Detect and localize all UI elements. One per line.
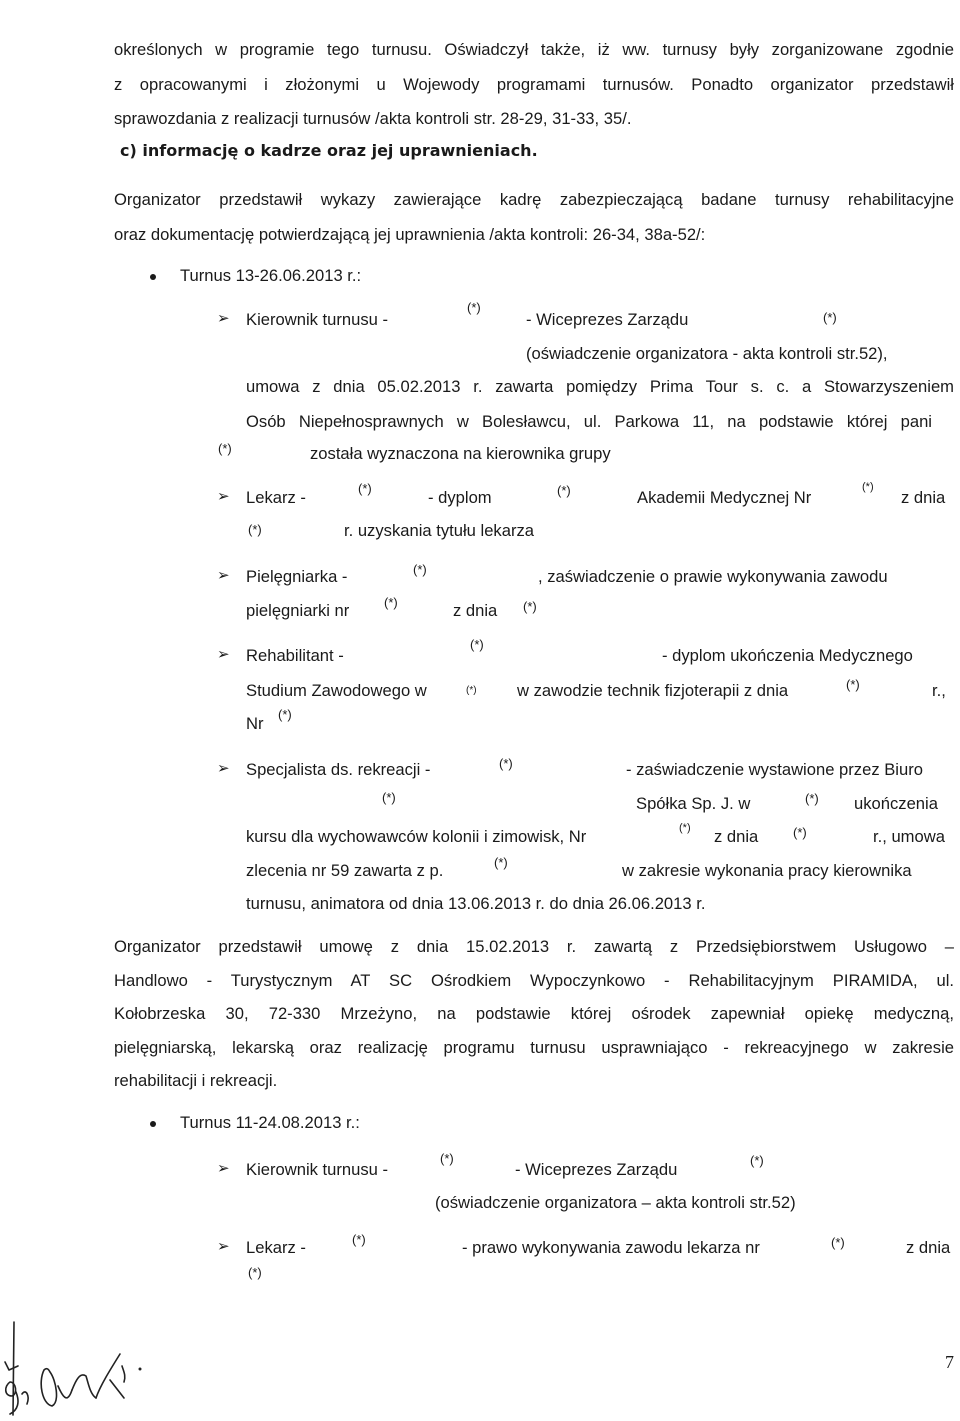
redacted-marker: (*) [823,310,837,325]
umowa-line-2: Handlowo - Turystycznym AT SC Ośrodkiem Wypoczynkowo - Rehabilitacyjnym PIRAMIDA, ul. [114,971,954,990]
redacted-marker: (*) [248,522,262,537]
redacted-marker: (*) [805,791,819,806]
redacted-marker: (*) [248,1265,262,1280]
bullet-turnus-1 [150,274,156,280]
pielegniarka-line-2a: pielęgniarki nr [246,601,350,620]
lekarz-akademia: Akademii Medycznej Nr [637,488,812,507]
redacted-marker: (*) [440,1151,454,1166]
kadra-line-2: oraz dokumentację potwierdzającą jej uprawnienia /akta kontroli: 26-34, 38a-52/: [114,225,706,244]
kierownik-2-line-2: (oświadczenie organizatora – akta kontroli str.52) [435,1193,796,1212]
redacted-marker: (*) [557,483,571,498]
lekarz-2-text: - prawo wykonywania zawodu lekarza nr [462,1238,760,1257]
specjalista-line-3a: kursu dla wychowawców kolonii i zimowisk, Nr [246,827,587,846]
specjalista-line-4a: zlecenia nr 59 zawarta z p. [246,861,444,880]
rehabilitant-line-2a: Studium Zawodowego w [246,681,427,700]
specjalista-line-5: turnusu, animatora od dnia 13.06.2013 r. do dnia 26.06.2013 r. [246,894,706,913]
kierownik-line-3: umowa z dnia 05.02.2013 r. zawarta pomiędzy Prima Tour s. c. a Stowarzyszeniem [246,377,954,396]
redacted-marker: (*) [831,1235,845,1250]
intro-line-1: określonych w programie tego turnusu. Oświadczył także, iż ww. turnusy były zorganizowane zgodnie [114,40,954,59]
turnus-2-title: Turnus 11-24.08.2013 r.: [180,1113,360,1132]
arrow-icon: ➢ [217,646,230,663]
page-number: 7 [945,1352,954,1372]
kierownik-2-label: Kierownik turnusu - [246,1160,389,1179]
redacted-marker: (*) [278,707,292,722]
lekarz-label: Lekarz - [246,488,306,507]
lekarz-2-zdnia: z dnia [906,1238,951,1257]
specjalista-line-4b: w zakresie wykonania pracy kierownika [622,861,912,880]
kierownik-2-role: - Wiceprezes Zarządu [515,1160,678,1179]
redacted-marker: (*) [499,756,513,771]
specjalista-text: - zaświadczenie wystawione przez Biuro [626,760,923,779]
lekarz-zdnia: z dnia [901,488,946,507]
redacted-marker: (*) [470,637,484,652]
rehabilitant-line-2b: w zawodzie technik fizjoterapii z dnia [517,681,789,700]
redacted-marker: (*) [793,825,807,840]
kadra-line-1: Organizator przedstawił wykazy zawierające kadrę zabezpieczającą badane turnusy rehabilitacyjne [114,190,954,209]
redacted-marker: (*) [352,1232,366,1247]
redacted-marker: (*) [846,677,860,692]
kierownik-line-5: została wyznaczona na kierownika grupy [310,444,611,463]
kierownik-line-4: Osób Niepełnosprawnych w Bolesławcu, ul. Parkowa 11, na podstawie której pani [246,412,932,431]
rehabilitant-label: Rehabilitant - [246,646,344,665]
redacted-marker: (*) [382,790,396,805]
section-heading-c: c) informację o kadrze oraz jej uprawnieniach. [120,141,538,160]
arrow-icon: ➢ [217,567,230,584]
specjalista-line-3b: z dnia [714,827,759,846]
rehabilitant-line-2c: r., [932,681,946,700]
redacted-marker: (*) [523,599,537,614]
redacted-marker: (*) [384,595,398,610]
pielegniarka-text: , zaświadczenie o prawie wykonywania zawodu [538,567,888,586]
umowa-line-3: Kołobrzeska 30, 72-330 Mrzeżyno, na podstawie której ośrodek zapewniał opiekę medyczną, [114,1004,954,1023]
rehabilitant-text: - dyplom ukończenia Medycznego [662,646,913,665]
rehabilitant-line-3: Nr [246,714,264,733]
umowa-line-5: rehabilitacji i rekreacji. [114,1071,278,1090]
specjalista-label: Specjalista ds. rekreacji - [246,760,431,779]
redacted-marker: (*) [466,685,477,696]
specjalista-line-2a: Spółka Sp. J. w [636,794,751,813]
umowa-line-4: pielęgniarską, lekarską oraz realizację programu turnusu usprawniająco - rekreacyjnego w zakresie [114,1038,954,1057]
redacted-marker: (*) [750,1153,764,1168]
turnus-1-title: Turnus 13-26.06.2013 r.: [180,266,362,285]
specjalista-line-3c: r., umowa [873,827,945,846]
kierownik-line-2: (oświadczenie organizatora - akta kontroli str.52), [526,344,888,363]
arrow-icon: ➢ [217,310,230,327]
handwritten-signature [0,1310,160,1421]
redacted-marker: (*) [467,300,481,315]
redacted-marker: (*) [494,855,508,870]
arrow-icon: ➢ [217,488,230,505]
pielegniarka-line-2b: z dnia [453,601,498,620]
redacted-marker: (*) [358,481,372,496]
redacted-marker: (*) [679,822,691,834]
lekarz-line-2: r. uzyskania tytułu lekarza [344,521,534,540]
bullet-turnus-2 [150,1121,156,1127]
pielegniarka-label: Pielęgniarka - [246,567,348,586]
kierownik-label: Kierownik turnusu - [246,310,389,329]
specjalista-line-2b: ukończenia [854,794,938,813]
lekarz-dyplom: - dyplom [428,488,492,507]
redacted-marker: (*) [413,562,427,577]
arrow-icon: ➢ [217,760,230,777]
umowa-line-1: Organizator przedstawił umowę z dnia 15.02.2013 r. zawartą z Przedsiębiorstwem Usługowo – [114,937,954,956]
intro-line-3: sprawozdania z realizacji turnusów /akta kontroli str. 28-29, 31-33, 35/. [114,109,632,128]
redacted-marker: (*) [218,441,232,456]
intro-line-2: z opracowanymi i złożonymi u Wojewody programami turnusów. Ponadto organizator przedstawił [114,75,954,94]
kierownik-role: - Wiceprezes Zarządu [526,310,689,329]
lekarz-2-label: Lekarz - [246,1238,306,1257]
redacted-marker: (*) [862,481,874,493]
arrow-icon: ➢ [217,1238,230,1255]
arrow-icon: ➢ [217,1160,230,1177]
